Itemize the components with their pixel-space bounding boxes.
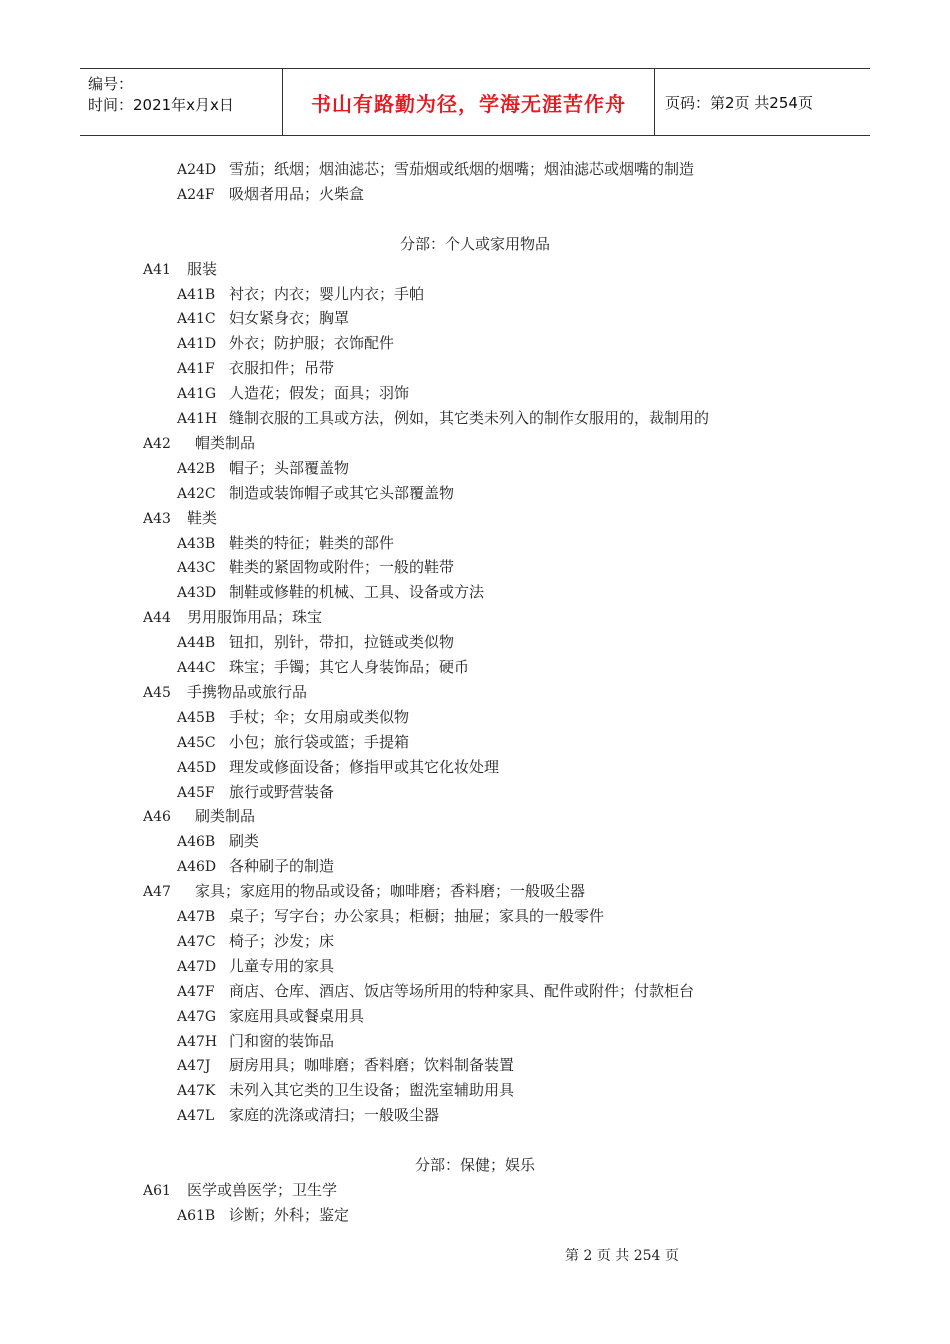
section-heading: 分部：保健；娱乐 — [414, 1156, 535, 1174]
class-row — [143, 1178, 337, 1203]
header-page-info — [655, 69, 870, 135]
class-description: 门和窗的装饰品 — [229, 1031, 335, 1050]
subclass-row — [177, 331, 394, 356]
class-code: A44 — [143, 610, 171, 627]
subclass-row — [177, 854, 334, 879]
class-code: A44C — [177, 660, 216, 676]
class-code: A47 — [143, 884, 171, 901]
subclass-row — [177, 182, 364, 207]
subclass-row — [177, 1053, 514, 1078]
class-description: 帽子；头部覆盖物 — [229, 458, 350, 477]
class-description: 各种刷子的制造 — [229, 857, 335, 876]
page-footer: 第 2 页 共 254 页 — [565, 1248, 679, 1264]
class-code: A46 — [143, 809, 171, 826]
class-code: A24F — [177, 186, 215, 203]
class-description: 钮扣，别针，带扣，拉链或类似物 — [229, 633, 455, 652]
subclass-row — [177, 730, 409, 755]
subclass-row — [177, 1004, 364, 1029]
class-code: A41G — [177, 386, 217, 403]
class-description: 鞋类的特征；鞋类的部件 — [229, 533, 395, 552]
subclass-row — [177, 630, 454, 655]
class-description: 衬衣；内衣；婴儿内衣；手帕 — [229, 284, 425, 303]
class-code: A47G — [177, 1008, 217, 1025]
class-description: 小包；旅行袋或篮；手提箱 — [229, 732, 410, 751]
subclass-row — [177, 406, 709, 431]
subclass-row — [177, 282, 424, 307]
class-description: 椅子；沙发；床 — [229, 931, 335, 950]
class-code: A61 — [143, 1182, 171, 1199]
class-code: A47F — [177, 983, 215, 1000]
class-code: A43 — [143, 510, 171, 527]
class-code: A41D — [177, 336, 217, 353]
class-description: 缝制衣服的工具或方法，例如，其它类未列入的制作女服用的，裁制用的 — [229, 409, 710, 427]
subclass-row — [177, 1103, 439, 1128]
class-row — [143, 879, 585, 904]
subclass-row — [177, 456, 349, 481]
class-code: A45D — [177, 759, 217, 776]
class-description: 诊断；外科；鉴定 — [229, 1205, 350, 1224]
class-code: A42B — [177, 460, 216, 477]
page-info: 页码：第2页 共254页 — [665, 93, 813, 112]
class-description: 家庭的洗涤或清扫；一般吸尘器 — [229, 1106, 440, 1125]
subclass-row — [177, 306, 349, 331]
class-description: 鞋类 — [187, 508, 218, 527]
class-row — [143, 680, 307, 705]
class-description: 帽类制品 — [195, 433, 256, 452]
header-meta — [80, 69, 283, 135]
number-label: 编号： — [88, 75, 134, 93]
class-description: 雪茄；纸烟；烟油滤芯；雪茄烟或纸烟的烟嘴；烟油滤芯或烟嘴的制造 — [229, 160, 695, 178]
subclass-row — [177, 157, 694, 182]
subclass-row — [177, 954, 334, 979]
subclass-row — [177, 655, 469, 680]
class-row — [143, 431, 255, 456]
class-code: A45F — [177, 784, 215, 801]
subclass-row — [177, 1203, 349, 1228]
class-description: 刷类制品 — [195, 807, 256, 826]
class-code: A41B — [177, 286, 216, 303]
class-row — [143, 804, 255, 829]
subclass-row — [177, 1029, 334, 1054]
subclass-row — [177, 1078, 514, 1103]
subclass-row — [177, 356, 334, 381]
class-description: 家庭用具或餐桌用具 — [229, 1006, 365, 1025]
class-code: A46B — [177, 834, 216, 851]
class-description: 妇女紧身衣；胸罩 — [229, 309, 350, 328]
class-description: 吸烟者用品；火柴盒 — [229, 184, 365, 203]
subclass-row — [177, 979, 694, 1004]
class-code: A41C — [177, 311, 216, 328]
class-code: A47L — [177, 1108, 215, 1125]
page-header — [80, 68, 870, 136]
subclass-row — [177, 705, 409, 730]
class-code: A41 — [143, 261, 171, 278]
subclass-row — [177, 555, 454, 580]
class-code: A46D — [177, 859, 217, 876]
class-description: 服装 — [187, 259, 218, 278]
header-motto: 书山有路勤为径，学海无涯苦作舟 — [311, 91, 626, 116]
subclass-row — [177, 755, 499, 780]
class-description: 制鞋或修鞋的机械、工具、设备或方法 — [229, 583, 485, 602]
class-description: 手携物品或旅行品 — [187, 682, 308, 701]
subclass-row — [177, 381, 409, 406]
class-code: A43C — [177, 560, 216, 577]
class-description: 男用服饰用品；珠宝 — [187, 608, 323, 627]
class-code: A47K — [177, 1083, 216, 1100]
subclass-row — [177, 929, 334, 954]
class-description: 理发或修面设备；修指甲或其它化妆处理 — [229, 757, 500, 776]
class-description: 未列入其它类的卫生设备；盥洗室辅助用具 — [229, 1081, 515, 1100]
class-code: A42C — [177, 485, 216, 502]
class-code: A47J — [177, 1058, 211, 1075]
class-description: 人造花；假发；面具；羽饰 — [229, 384, 410, 403]
class-description: 儿童专用的家具 — [229, 956, 335, 975]
class-code: A43B — [177, 535, 216, 552]
class-description: 珠宝；手镯；其它人身装饰品；硬币 — [229, 658, 470, 676]
class-code: A47D — [177, 958, 217, 975]
header-motto-cell — [283, 69, 655, 135]
class-code: A24D — [177, 162, 217, 178]
class-code: A45C — [177, 734, 216, 751]
class-description: 外衣；防护服；衣饰配件 — [229, 334, 395, 353]
class-code: A47H — [177, 1033, 218, 1050]
class-description: 医学或兽医学；卫生学 — [187, 1180, 338, 1199]
class-code: A42 — [143, 435, 171, 452]
class-description: 旅行或野营装备 — [229, 782, 335, 801]
class-description: 家具；家庭用的物品或设备；咖啡磨；香料磨；一般吸尘器 — [195, 882, 586, 901]
subclass-row — [177, 904, 604, 929]
class-code: A43D — [177, 585, 217, 602]
section-heading: 分部：个人或家用物品 — [399, 234, 550, 253]
class-code: A45B — [177, 709, 216, 726]
class-description: 厨房用具；咖啡磨；香料磨；饮料制备装置 — [229, 1056, 515, 1075]
class-row — [143, 605, 322, 630]
time-label: 时间：2021年x月x日 — [88, 96, 234, 114]
class-row — [143, 506, 217, 531]
subclass-row — [177, 829, 259, 854]
class-row — [143, 257, 217, 282]
class-description: 制造或装饰帽子或其它头部覆盖物 — [229, 483, 455, 502]
class-description: 鞋类的紧固物或附件；一般的鞋带 — [229, 558, 455, 577]
class-description: 刷类 — [229, 832, 260, 851]
class-description: 商店、仓库、酒店、饭店等场所用的特种家具、配件或附件；付款柜台 — [229, 981, 695, 1000]
class-code: A47C — [177, 933, 216, 950]
class-code: A41H — [177, 411, 218, 427]
class-code: A47B — [177, 909, 216, 925]
class-code: A45 — [143, 684, 171, 701]
class-description: 桌子；写字台；办公家具；柜橱；抽屉；家具的一般零件 — [229, 907, 605, 925]
class-description: 手杖；伞；女用扇或类似物 — [229, 707, 410, 726]
subclass-row — [177, 531, 394, 556]
class-code: A61B — [177, 1207, 216, 1224]
class-description: 衣服扣件；吊带 — [229, 359, 335, 378]
subclass-row — [177, 580, 484, 605]
class-code: A44B — [177, 635, 216, 652]
subclass-row — [177, 481, 454, 506]
subclass-row — [177, 780, 334, 805]
class-code: A41F — [177, 361, 215, 378]
